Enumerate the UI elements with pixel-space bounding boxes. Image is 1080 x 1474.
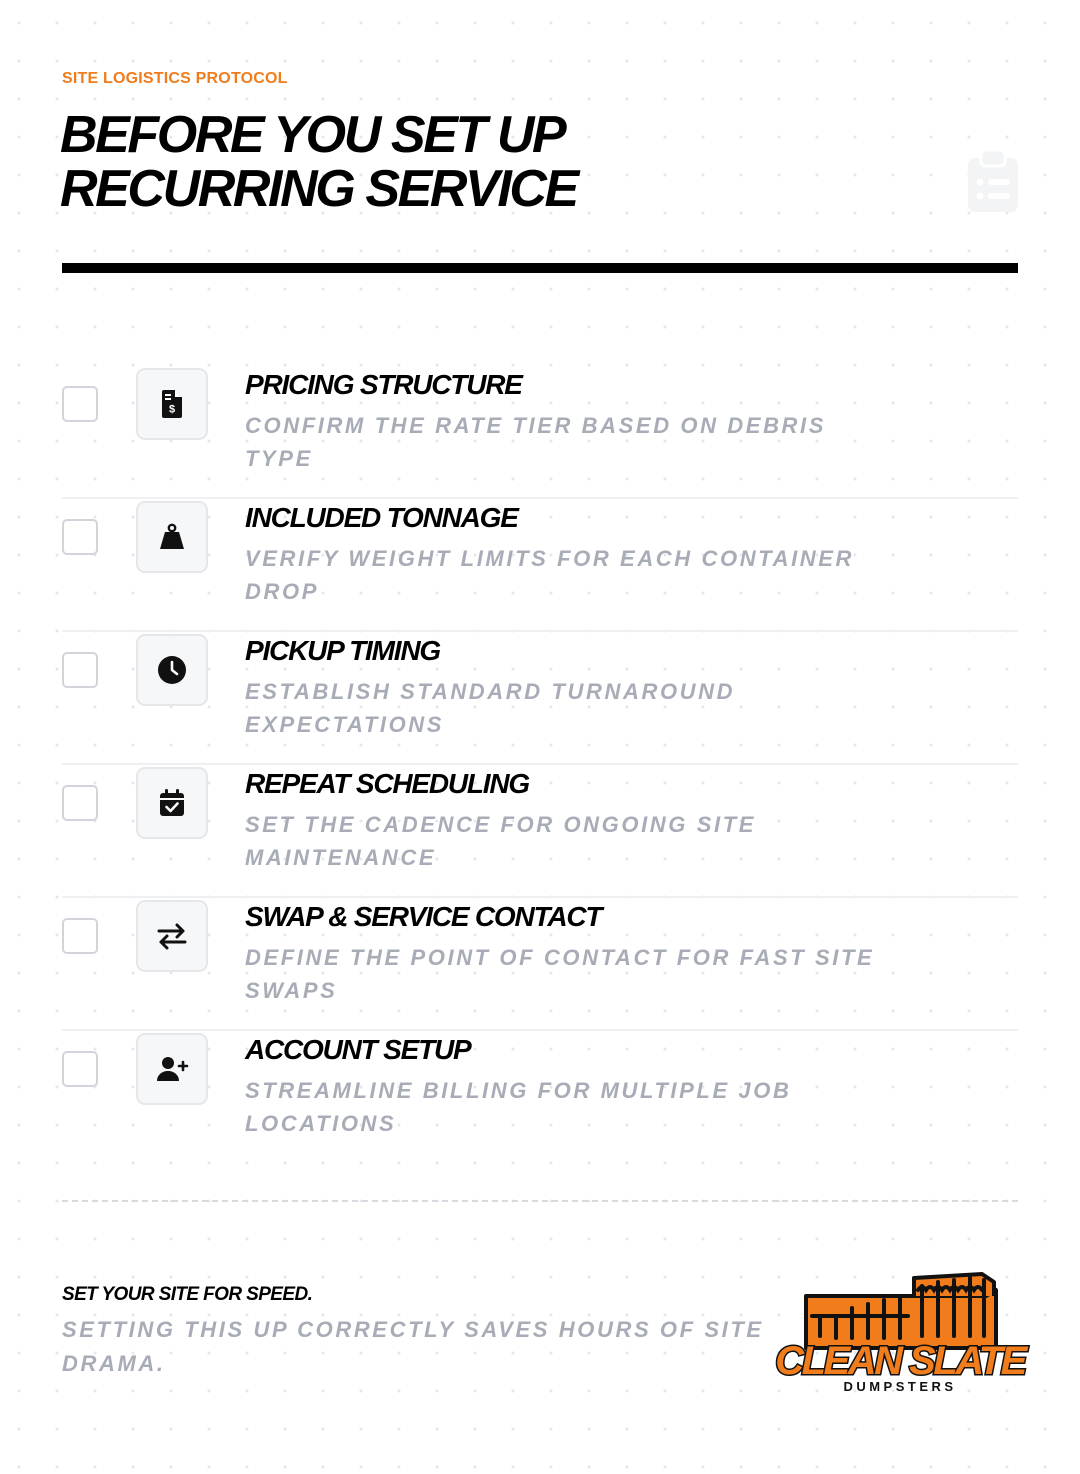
item-description: ESTABLISH STANDARD TURNAROUND EXPECTATIONS: [245, 679, 736, 737]
page-title: [60, 108, 780, 216]
footer-title: SET YOUR SITE FOR SPEED.: [62, 1284, 313, 1305]
checkbox[interactable]: [62, 785, 98, 821]
item-title: ACCOUNT SETUP: [245, 1034, 471, 1065]
swap-arrows-icon: [156, 920, 188, 952]
header-divider: [62, 263, 1018, 273]
clean-slate-dumpsters-logo: [775, 1268, 1025, 1396]
checklist-item-repeat-scheduling: [62, 765, 1018, 898]
icon-tile: [136, 767, 208, 839]
calendar-check-icon: [156, 787, 188, 819]
checklist-item-swap-service-contact: [62, 898, 1018, 1031]
item-title: PRICING STRUCTURE: [245, 369, 522, 400]
checklist-item-pickup-timing: [62, 632, 1018, 765]
icon-tile: [136, 634, 208, 706]
checklist: [62, 366, 1018, 1164]
item-title: PICKUP TIMING: [245, 635, 440, 666]
checkbox[interactable]: [62, 386, 98, 422]
checkbox[interactable]: [62, 652, 98, 688]
footer-divider: [62, 1200, 1018, 1202]
item-title: INCLUDED TONNAGE: [245, 502, 518, 533]
user-plus-icon: [156, 1053, 188, 1085]
checkbox[interactable]: [62, 1051, 98, 1087]
file-invoice-dollar-icon: [156, 388, 188, 420]
logo-subtitle: DUMPSTERS: [843, 1379, 957, 1394]
icon-tile: [136, 501, 208, 573]
item-description: CONFIRM THE RATE TIER BASED ON DEBRIS TYPE: [245, 413, 827, 471]
clock-icon: [156, 654, 188, 686]
icon-tile: [136, 1033, 208, 1105]
item-description: SET THE CADENCE FOR ONGOING SITE MAINTENANCE: [245, 812, 757, 870]
checkbox[interactable]: [62, 519, 98, 555]
checklist-item-pricing-structure: [62, 366, 1018, 499]
eyebrow-label: SITE LOGISTICS PROTOCOL: [62, 70, 288, 87]
footer-text: SETTING THIS UP CORRECTLY SAVES HOURS OF SITE DRAMA.: [62, 1317, 764, 1376]
title-line-1: BEFORE YOU SET UP: [60, 106, 565, 164]
svg-text:$: $: [168, 403, 176, 416]
weight-icon: [156, 521, 188, 553]
item-description: VERIFY WEIGHT LIMITS FOR EACH CONTAINER DROP: [245, 546, 855, 604]
clipboard-list-icon: [966, 148, 1020, 214]
item-title: REPEAT SCHEDULING: [245, 768, 529, 799]
checklist-item-included-tonnage: [62, 499, 1018, 632]
title-line-2: RECURRING SERVICE: [60, 160, 577, 218]
item-title: SWAP & SERVICE CONTACT: [245, 901, 602, 932]
icon-tile: [136, 900, 208, 972]
item-description: DEFINE THE POINT OF CONTACT FOR FAST SITE SWAPS: [245, 945, 875, 1003]
item-description: STREAMLINE BILLING FOR MULTIPLE JOB LOCATIONS: [245, 1078, 792, 1136]
icon-tile: [136, 368, 208, 440]
checkbox[interactable]: [62, 918, 98, 954]
logo-wordmark: CLEAN SLATE: [775, 1339, 1025, 1383]
checklist-item-account-setup: [62, 1031, 1018, 1164]
